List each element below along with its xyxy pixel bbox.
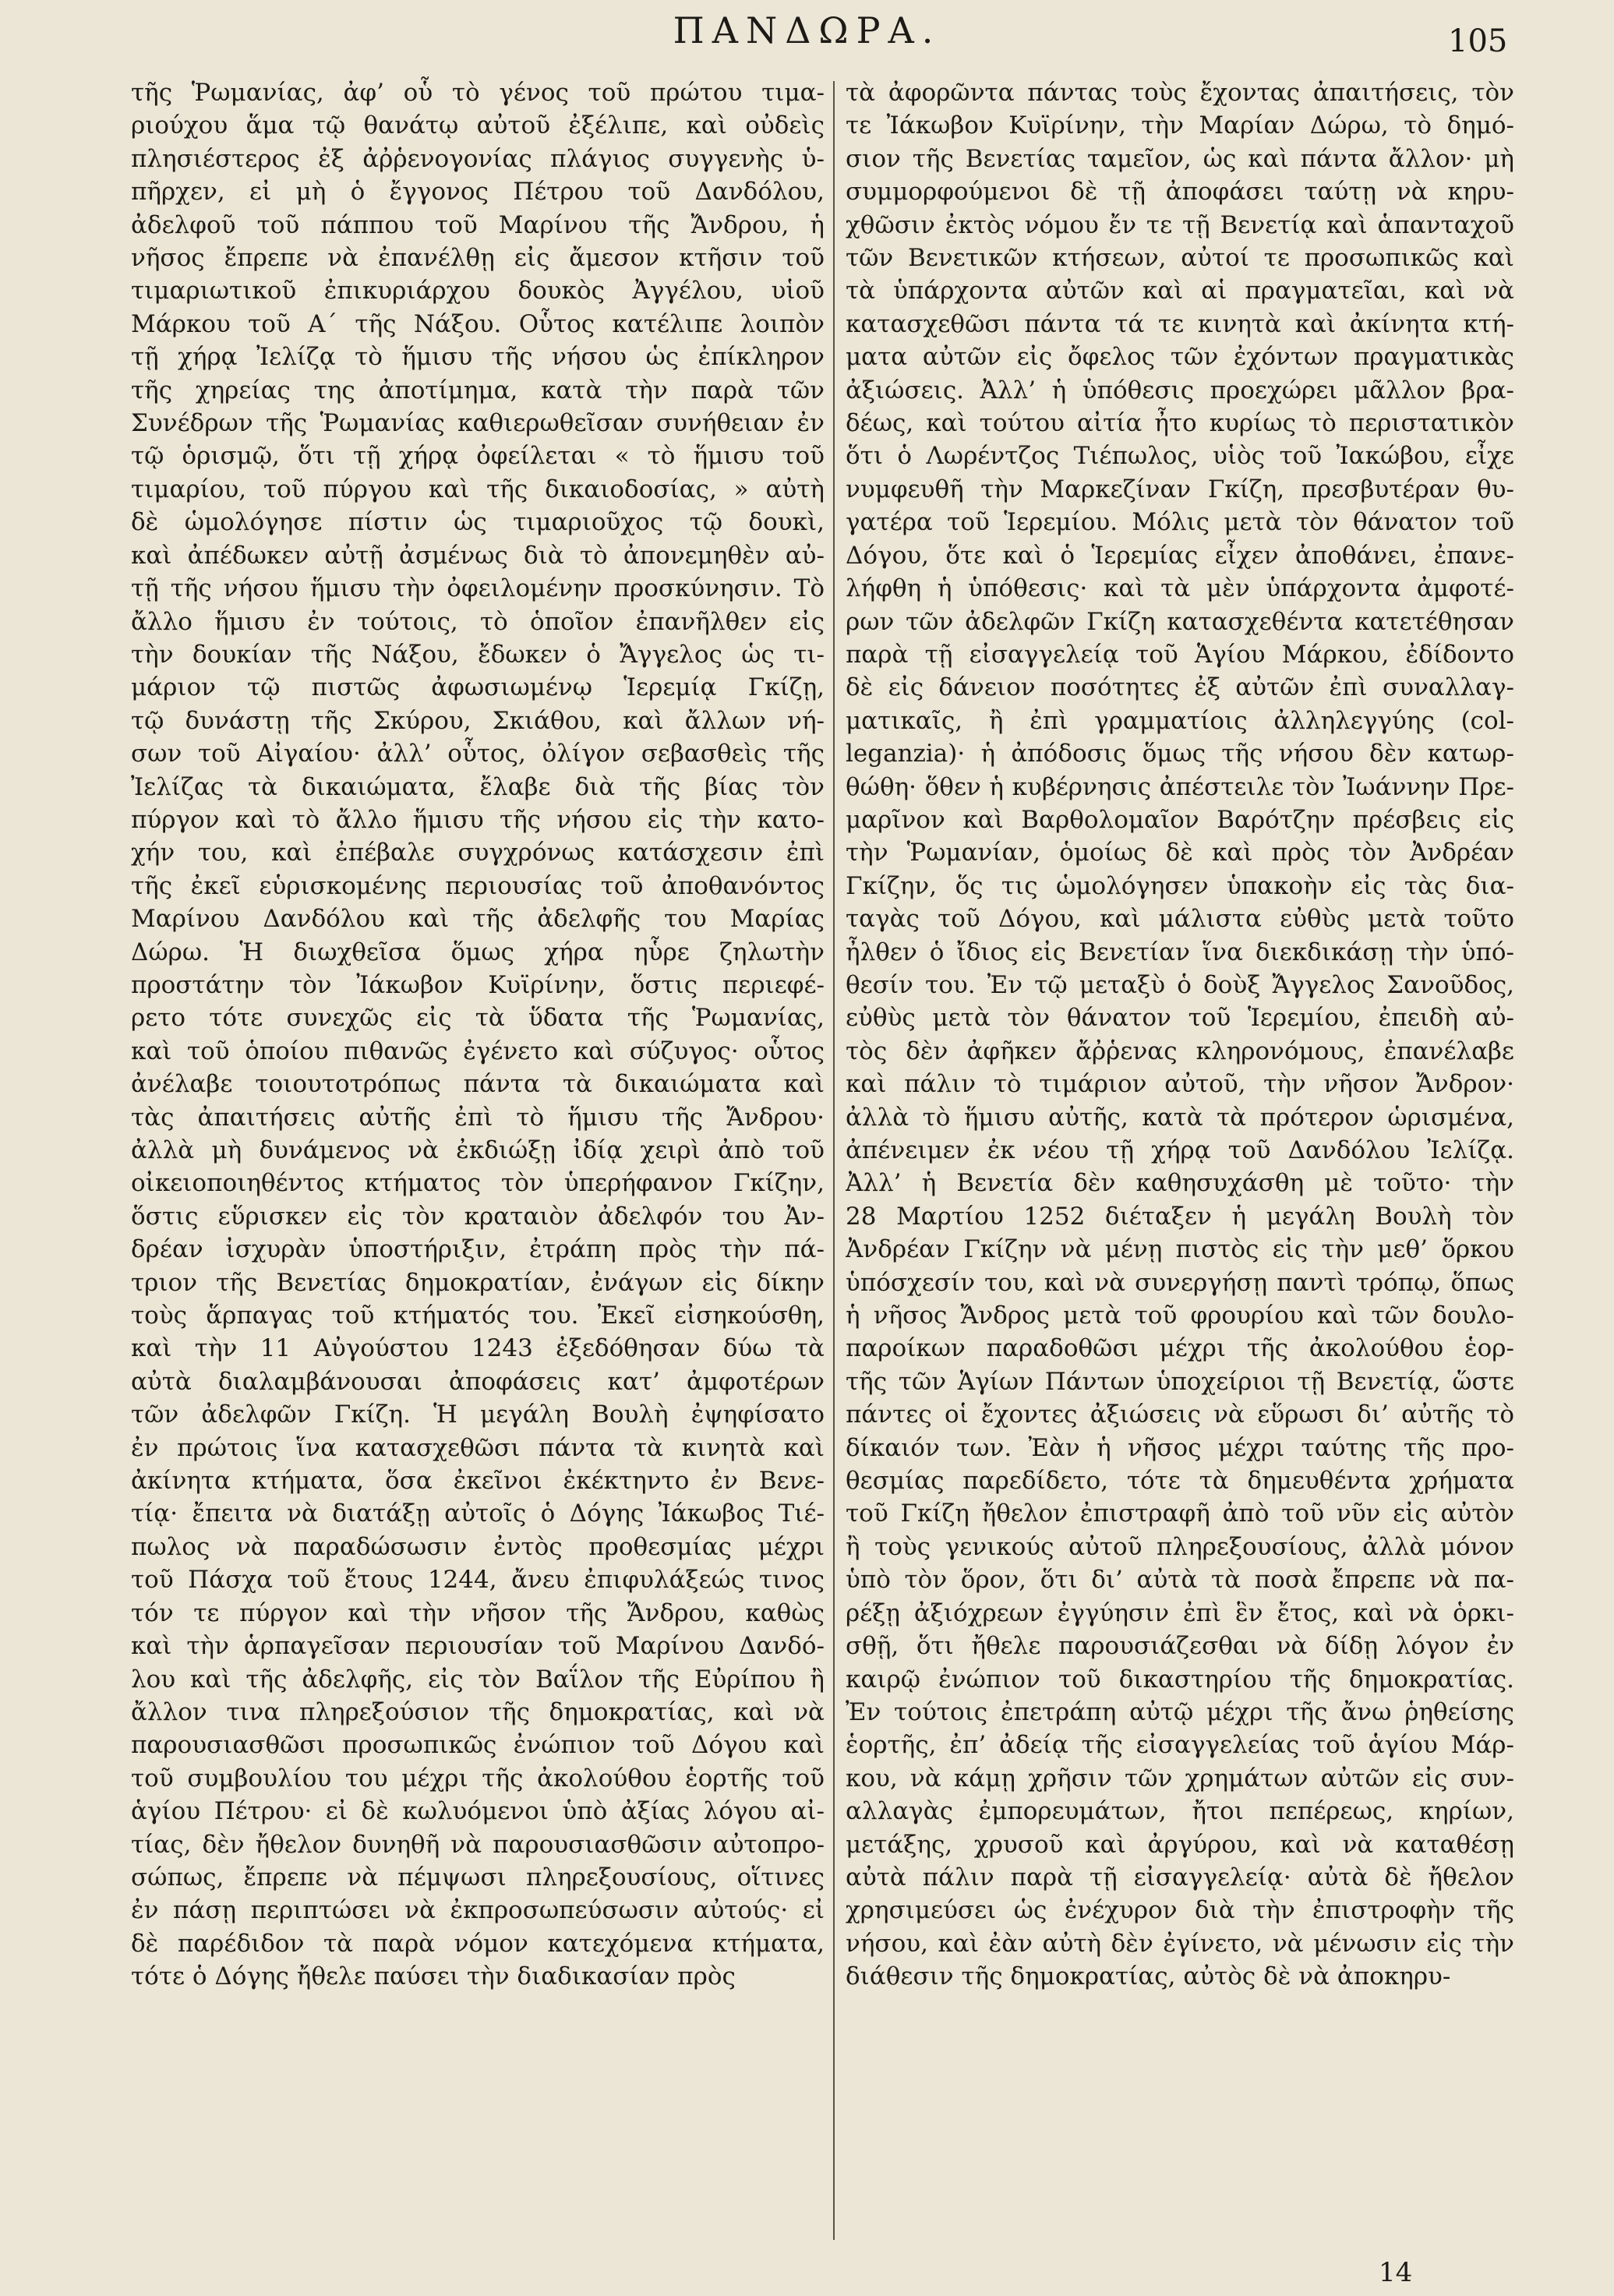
text-line: τίας, δὲν ἤθελον δυνηθῆ νὰ παρουσιασθῶσιν αὐτοπρο- bbox=[131, 1830, 825, 1859]
text-line: Μάρκου τοῦ Α΄ τῆς Νάξου. Οὗτος κατέλιπε λοιπὸν bbox=[131, 309, 825, 338]
text-line: ἀπένειμεν ἐκ νέου τῇ χήρᾳ τοῦ Δανδόλου Ἰελίζᾳ. bbox=[846, 1136, 1514, 1164]
text-line: μαρῖνον καὶ Βαρθολομαῖον Βαρότζην πρέσβεις εἰς bbox=[846, 805, 1514, 834]
text-line: πῆρχεν, εἰ μὴ ὁ ἔγγονος Πέτρου τοῦ Δανδόλου, bbox=[131, 178, 825, 207]
text-line: αλλαγὰς ἐμπορευμάτων, ἤτοι πεπέρεως, κηρίων, bbox=[846, 1797, 1514, 1826]
text-line: καὶ ἀπέδωκεν αὐτῇ ἀσμένως διὰ τὸ ἀπονεμηθὲν αὐ- bbox=[131, 541, 825, 570]
text-line: τοῦ Πάσχα τοῦ ἔτους 1244, ἄνευ ἐπιφυλάξεώς τινος bbox=[131, 1566, 825, 1595]
right-text-column bbox=[846, 76, 1514, 2243]
text-line: καὶ τὴν 11 Αὐγούστου 1243 ἐξεδόθησαν δύω τὰ bbox=[131, 1334, 825, 1363]
text-line: θεσίν του. Ἐν τῷ μεταξὺ ὁ δοὺξ Ἄγγελος Σανοῦδος, bbox=[846, 970, 1514, 999]
text-line: μάριον τῷ πιστῶς ἀφωσιωμένῳ Ἱερεμίᾳ Γκίζῃ, bbox=[131, 673, 825, 702]
text-line: δρέαν ἰσχυρὰν ὑποστήριξιν, ἐτράπη πρὸς τὴν πά- bbox=[131, 1235, 825, 1264]
text-line: ἐν πρώτοις ἵνα κατασχεθῶσι πάντα τὰ κινητὰ καὶ bbox=[131, 1433, 825, 1462]
text-line: ριούχου ἅμα τῷ θανάτῳ αὐτοῦ ἐξέλιπε, καὶ οὐδεὶς bbox=[131, 111, 825, 140]
text-line: τὸς δὲν ἀφῆκεν ἄῤῥενας κληρονόμους, ἐπανέλαβε bbox=[846, 1037, 1514, 1065]
text-line: τόν τε πύργον καὶ τὴν νῆσον τῆς Ἄνδρου, καθὼς bbox=[131, 1598, 825, 1627]
text-line: πάντες οἱ ἔχοντες ἀξιώσεις νὰ εὕρωσι δι’ αὐτῆς τὸ bbox=[846, 1401, 1514, 1429]
text-line: leganzia)· ἡ ἀπόδοσις ὅμως τῆς νήσου δὲν κατωρ- bbox=[846, 740, 1514, 768]
text-line: τίᾳ· ἔπειτα νὰ διατάξῃ αὐτοῖς ὁ Δόγης Ἰάκωβος Τιέ- bbox=[131, 1499, 825, 1528]
text-line: Δώρω. Ἡ διωχθεῖσα ὅμως χήρα ηὗρε ζηλωτὴν bbox=[131, 938, 825, 966]
text-line: τιμαρίου, τοῦ πύργου καὶ τῆς δικαιοδοσίας, » αὐτὴ bbox=[131, 475, 825, 503]
text-line: δὲ παρέδιδον τὰ παρὰ νόμον κατεχόμενα κτήματα, bbox=[131, 1929, 825, 1958]
text-line: πλησιέστερος ἐξ ἀῤῥενογονίας πλάγιος συγγενὴς ὑ- bbox=[131, 144, 825, 173]
text-line: καὶ τὴν ἁρπαγεῖσαν περιουσίαν τοῦ Μαρίνου Δανδό- bbox=[131, 1632, 825, 1661]
text-line: τῇ τῆς νήσου ἥμισυ τὴν ὀφειλομένην προσκύνησιν. Τὸ bbox=[131, 574, 825, 603]
text-line: σώπως, ἔπρεπε νὰ πέμψωσι πληρεξουσίους, οἵτινες bbox=[131, 1863, 825, 1892]
running-title: ΠΑΝΔΩΡΑ. bbox=[673, 9, 941, 51]
text-line: ἡ νῆσος Ἄνδρος μετὰ τοῦ φρουρίου καὶ τῶν δουλο- bbox=[846, 1302, 1514, 1330]
text-line: τιμαριωτικοῦ ἐπικυριάρχου δουκὸς Ἀγγέλου, υἱοῦ bbox=[131, 277, 825, 306]
text-line: ἀκίνητα κτήματα, ὅσα ἐκεῖνοι ἐκέκτηντο ἐν Βενε- bbox=[131, 1467, 825, 1496]
text-line: πύργον καὶ τὸ ἄλλο ἥμισυ τῆς νήσου εἰς τὴν κατο- bbox=[131, 805, 825, 834]
text-line: ρων τῶν ἀδελφῶν Γκίζη κατασχεθέντα κατετέθησαν bbox=[846, 607, 1514, 636]
text-line: νῆσος ἔπρεπε νὰ ἐπανέλθῃ εἰς ἄμεσον κτῆσιν τοῦ bbox=[131, 244, 825, 273]
text-line: αὐτὰ πάλιν παρὰ τῇ εἰσαγγελείᾳ· αὐτὰ δὲ ἤθελον bbox=[846, 1863, 1514, 1892]
left-text-column bbox=[131, 76, 825, 2243]
text-line: Ἀλλ’ ἡ Βενετία δὲν καθησυχάσθη μὲ τοῦτο· τὴν bbox=[846, 1169, 1514, 1198]
text-line: τῇ χήρᾳ Ἰελίζᾳ τὸ ἥμισυ τῆς νήσου ὡς ἐπίκληρον bbox=[131, 343, 825, 372]
text-line: κου, νὰ κάμῃ χρῆσιν τῶν χρημάτων αὐτῶν εἰς συν- bbox=[846, 1764, 1514, 1793]
text-line: τῶν ἀδελφῶν Γκίζη. Ἡ μεγάλη Βουλὴ ἐψηφίσατο bbox=[131, 1401, 825, 1429]
text-line: λου καὶ τῆς ἀδελφῆς, εἰς τὸν Βαΐλον τῆς Εὐρίπου ἢ bbox=[131, 1665, 825, 1694]
printer-signature-mark: 14 bbox=[1379, 2257, 1413, 2288]
text-line: τῆς χηρείας της ἀποτίμημα, κατὰ τὴν παρὰ τῶν bbox=[131, 376, 825, 404]
text-line: τοῦ Γκίζη ἤθελον ἐπιστραφῆ ἀπὸ τοῦ νῦν εἰς αὐτὸν bbox=[846, 1499, 1514, 1528]
text-line: ἀνέλαβε τοιουτοτρόπως πάντα τὰ δικαιώματα καὶ bbox=[131, 1070, 825, 1099]
text-line: δὲ εἰς δάνειον ποσότητες ἐξ αὐτῶν ἐπὶ συναλλαγ- bbox=[846, 673, 1514, 702]
text-line: χήν του, καὶ ἐπέβαλε συγχρόνως κατάσχεσιν ἐπὶ bbox=[131, 839, 825, 867]
text-line: Ἀνδρέαν Γκίζην νὰ μένῃ πιστὸς εἰς τὴν μεθ’ ὅρκου bbox=[846, 1235, 1514, 1264]
text-line: διάθεσιν τῆς δημοκρατίας, αὐτὸς δὲ νὰ ἀποκηρυ- bbox=[846, 1962, 1451, 1991]
text-line: τῶν Βενετικῶν κτήσεων, αὐτοί τε προσωπικῶς καὶ bbox=[846, 244, 1514, 273]
text-line: ματα αὐτῶν εἰς ὄφελος τῶν ἐχόντων πραγματικὰς bbox=[846, 343, 1514, 372]
text-line: προστάτην τὸν Ἰάκωβον Κυϊρίνην, ὅστις περιεφέ- bbox=[131, 970, 825, 999]
text-line: τὰ ὑπάρχοντα αὐτῶν καὶ αἱ πραγματεῖαι, καὶ νὰ bbox=[846, 277, 1514, 306]
text-line: παρὰ τῇ εἰσαγγελείᾳ τοῦ Ἁγίου Μάρκου, ἐδίδοντο bbox=[846, 640, 1514, 669]
text-line: τῆς τῶν Ἁγίων Πάντων ὑποχείριοι τῇ Βενετίᾳ, ὥστε bbox=[846, 1367, 1514, 1396]
text-line: τότε ὁ Δόγης ἤθελε παύσει τὴν διαδικασίαν πρὸς bbox=[131, 1962, 736, 1991]
text-line: ἄλλον τινα πληρεξούσιον τῆς δημοκρατίας, καὶ νὰ bbox=[131, 1697, 825, 1726]
text-line: θεσμίας παρεδίδετο, τότε τὰ δημευθέντα χρήματα bbox=[846, 1467, 1514, 1496]
text-line: ἁγίου Πέτρου· εἰ δὲ κωλυόμενοι ὑπὸ ἀξίας λόγου αἰ- bbox=[131, 1797, 825, 1826]
text-line: γατέρα τοῦ Ἱερεμίου. Μόλις μετὰ τὸν θάνατον τοῦ bbox=[846, 508, 1514, 537]
text-line: Ἐν τούτοις ἐπετράπη αὐτῷ μέχρι τῆς ἄνω ῥηθείσης bbox=[846, 1697, 1514, 1726]
text-line: τριον τῆς Βενετίας δημοκρατίαν, ἐνάγων εἰς δίκην bbox=[131, 1268, 825, 1297]
text-line: καὶ τοῦ ὁποίου πιθανῶς ἐγένετο καὶ σύζυγος· οὗτος bbox=[131, 1037, 825, 1065]
text-line: χθῶσιν ἐκτὸς νόμου ἔν τε τῇ Βενετίᾳ καὶ ἁπανταχοῦ bbox=[846, 210, 1514, 239]
text-line: τῷ δυνάστῃ τῆς Σκύρου, Σκιάθου, καὶ ἄλλων νή- bbox=[131, 706, 825, 735]
text-line: ἑορτῆς, ἐπ’ ἀδείᾳ τῆς εἰσαγγελείας τοῦ ἁγίου Μάρ- bbox=[846, 1731, 1514, 1760]
text-line: ταγὰς τοῦ Δόγου, καὶ μάλιστα εὐθὺς μετὰ τοῦτο bbox=[846, 905, 1514, 934]
text-line: ματικαῖς, ἢ ἐπὶ γραμματίοις ἀλληλεγγύης (col- bbox=[846, 706, 1514, 735]
text-line: μετάξης, χρυσοῦ καὶ ἀργύρου, καὶ νὰ καταθέσῃ bbox=[846, 1830, 1514, 1859]
text-line: πωλος νὰ παραδώσωσιν ἐντὸς προθεσμίας μέχρι bbox=[131, 1532, 825, 1561]
text-line: τὰς ἀπαιτήσεις αὐτῆς ἐπὶ τὸ ἥμισυ τῆς Ἄνδρου· bbox=[131, 1103, 825, 1132]
text-line: καιρῷ ἐνώπιον τοῦ δικαστηρίου τῆς δημοκρατίας. bbox=[846, 1665, 1514, 1694]
text-line: οἰκειοποιηθέντος κτήματος τὸν ὑπερήφανον Γκίζην, bbox=[131, 1169, 825, 1198]
text-line: Συνέδρων τῆς Ῥωμανίας καθιερωθεῖσαν συνήθειαν ἐν bbox=[131, 409, 825, 438]
text-line: καὶ πάλιν τὸ τιμάριον αὐτοῦ, τὴν νῆσον Ἄνδρον· bbox=[846, 1070, 1514, 1099]
text-line: ὅτι ὁ Λωρέντζος Τιέπωλος, υἱὸς τοῦ Ἰακώβου, εἶχε bbox=[846, 442, 1514, 471]
text-line: Ἰελίζας τὰ δικαιώματα, ἔλαβε διὰ τῆς βίας τὸν bbox=[131, 772, 825, 801]
text-line: ἀλλὰ μὴ δυνάμενος νὰ ἐκδιώξῃ ἰδίᾳ χειρὶ ἀπὸ τοῦ bbox=[131, 1136, 825, 1164]
text-line: δέως, καὶ τούτου αἰτία ἦτο κυρίως τὸ περιστατικὸν bbox=[846, 409, 1514, 438]
text-line: ρετο τότε συνεχῶς εἰς τὰ ὕδατα τῆς Ῥωμανίας, bbox=[131, 1004, 825, 1033]
text-line: τε Ἰάκωβον Κυϊρίνην, τὴν Μαρίαν Δώρω, τὸ δημό- bbox=[846, 111, 1514, 140]
text-line: θώθη· ὅθεν ἡ κυβέρνησις ἀπέστειλε τὸν Ἰωάννην Πρε- bbox=[846, 772, 1514, 801]
text-line: τῆς Ῥωμανίας, ἀφ’ οὗ τὸ γένος τοῦ πρώτου τιμα- bbox=[131, 79, 825, 107]
text-line: συμμορφούμενοι δὲ τῇ ἀποφάσει ταύτῃ νὰ κηρυ- bbox=[846, 178, 1514, 207]
text-line: δίκαιόν των. Ἐὰν ἡ νῆσος μέχρι ταύτης τῆς προ- bbox=[846, 1433, 1514, 1462]
text-line: παρουσιασθῶσι προσωπικῶς ἐνώπιον τοῦ Δόγου καὶ bbox=[131, 1731, 825, 1760]
text-line: τῆς ἐκεῖ εὑρισκομένης περιουσίας τοῦ ἀποθανόντος bbox=[131, 871, 825, 900]
text-line: χρησιμεύσει ὡς ἐνέχυρον διὰ τὴν ἐπιστροφὴν τῆς bbox=[846, 1896, 1514, 1925]
text-line: ἐν πάσῃ περιπτώσει νὰ ἐκπροσωπεύσωσιν αὐτούς· εἰ bbox=[131, 1896, 825, 1925]
column-divider bbox=[833, 81, 835, 2240]
text-line: τοὺς ἅρπαγας τοῦ κτήματός του. Ἐκεῖ εἰσηκούσθη, bbox=[131, 1302, 825, 1330]
text-line: ἄλλο ἥμισυ ἐν τούτοις, τὸ ὁποῖον ἐπανῆλθεν εἰς bbox=[131, 607, 825, 636]
text-line: αὐτὰ διαλαμβάνουσαι ἀποφάσεις κατ’ ἀμφοτέρων bbox=[131, 1367, 825, 1396]
text-line: λήφθη ἡ ὑπόθεσις· καὶ τὰ μὲν ὑπάρχοντα ἀμφοτέ- bbox=[846, 574, 1514, 603]
text-line: τῷ ὁρισμῷ, ὅτι τῇ χήρᾳ ὀφείλεται « τὸ ἥμισυ τοῦ bbox=[131, 442, 825, 471]
text-line: ὅστις εὕρισκεν εἰς τὸν κραταιὸν ἀδελφόν του Ἀν- bbox=[131, 1202, 825, 1231]
text-line: ὑπὸ τὸν ὅρον, ὅτι δι’ αὐτὰ τὰ ποσὰ ἔπρεπε νὰ πα- bbox=[846, 1566, 1514, 1595]
text-line: νήσου, καὶ ἐὰν αὐτὴ δὲν ἐγίνετο, νὰ μένωσιν εἰς τὴν bbox=[846, 1929, 1514, 1958]
text-line: τὴν δουκίαν τῆς Νάξου, ἔδωκεν ὁ Ἄγγελος ὡς τι- bbox=[131, 640, 825, 669]
text-line: εὐθὺς μετὰ τὸν θάνατον τοῦ Ἱερεμίου, ἐπειδὴ αὐ- bbox=[846, 1004, 1514, 1033]
text-line: ἀξιώσεις. Ἀλλ’ ἡ ὑπόθεσις προεχώρει μᾶλλον βρα- bbox=[846, 376, 1514, 404]
text-line: κατασχεθῶσι πάντα τά τε κινητὰ καὶ ἀκίνητα κτή- bbox=[846, 309, 1514, 338]
text-line: Δόγου, ὅτε καὶ ὁ Ἱερεμίας εἶχεν ἀποθάνει, ἐπανε- bbox=[846, 541, 1514, 570]
text-line: σιον τῆς Βενετίας ταμεῖον, ὡς καὶ πάντα ἄλλον· μὴ bbox=[846, 144, 1514, 173]
text-line: τὰ ἀφορῶντα πάντας τοὺς ἔχοντας ἀπαιτήσεις, τὸν bbox=[846, 79, 1514, 107]
text-line: νυμφευθῆ τὴν Μαρκεζίναν Γκίζη, πρεσβυτέραν θυ- bbox=[846, 475, 1514, 503]
text-line: ἦλθεν ὁ ἴδιος εἰς Βενετίαν ἵνα διεκδικάσῃ τὴν ὑπό- bbox=[846, 938, 1514, 966]
text-line: τοῦ συμβουλίου του μέχρι τῆς ἀκολούθου ἑορτῆς τοῦ bbox=[131, 1764, 825, 1793]
text-line: ἢ τοὺς γενικούς αὐτοῦ πληρεξουσίους, ἀλλὰ μόνον bbox=[846, 1532, 1514, 1561]
text-line: Γκίζην, ὅς τις ὡμολόγησεν ὑπακοὴν εἰς τὰς δια- bbox=[846, 871, 1514, 900]
text-line: ἀδελφοῦ τοῦ πάππου τοῦ Μαρίνου τῆς Ἄνδρου, ἡ bbox=[131, 210, 825, 239]
text-line: 28 Μαρτίου 1252 διέταξεν ἡ μεγάλη Βουλὴ τὸν bbox=[846, 1202, 1514, 1231]
text-line: ρέξῃ ἀξιόχρεων ἐγγύησιν ἐπὶ ἓν ἔτος, καὶ νὰ ὁρκι- bbox=[846, 1598, 1514, 1627]
page-number: 105 bbox=[1448, 23, 1508, 59]
text-line: σθῇ, ὅτι ἤθελε παρουσιάζεσθαι νὰ δίδῃ λόγον ἐν bbox=[846, 1632, 1514, 1661]
text-line: σων τοῦ Αἰγαίου· ἀλλ’ οὗτος, ὀλίγον σεβασθεὶς τῆς bbox=[131, 740, 825, 768]
text-line: τὴν Ῥωμανίαν, ὁμοίως δὲ καὶ πρὸς τὸν Ἀνδρέαν bbox=[846, 839, 1514, 867]
text-line: παροίκων παραδοθῶσι μέχρι τῆς ἀκολούθου ἑορ- bbox=[846, 1334, 1514, 1363]
text-line: ὑπόσχεσίν του, καὶ νὰ συνεργήσῃ παντὶ τρόπῳ, ὅπως bbox=[846, 1268, 1514, 1297]
text-line: δὲ ὡμολόγησε πίστιν ὡς τιμαριοῦχος τῷ δουκὶ, bbox=[131, 508, 825, 537]
text-line: Μαρίνου Δανδόλου καὶ τῆς ἀδελφῆς του Μαρίας bbox=[131, 905, 825, 934]
text-line: ἀλλὰ τὸ ἥμισυ αὐτῆς, κατὰ τὰ πρότερον ὡρισμένα, bbox=[846, 1103, 1514, 1132]
